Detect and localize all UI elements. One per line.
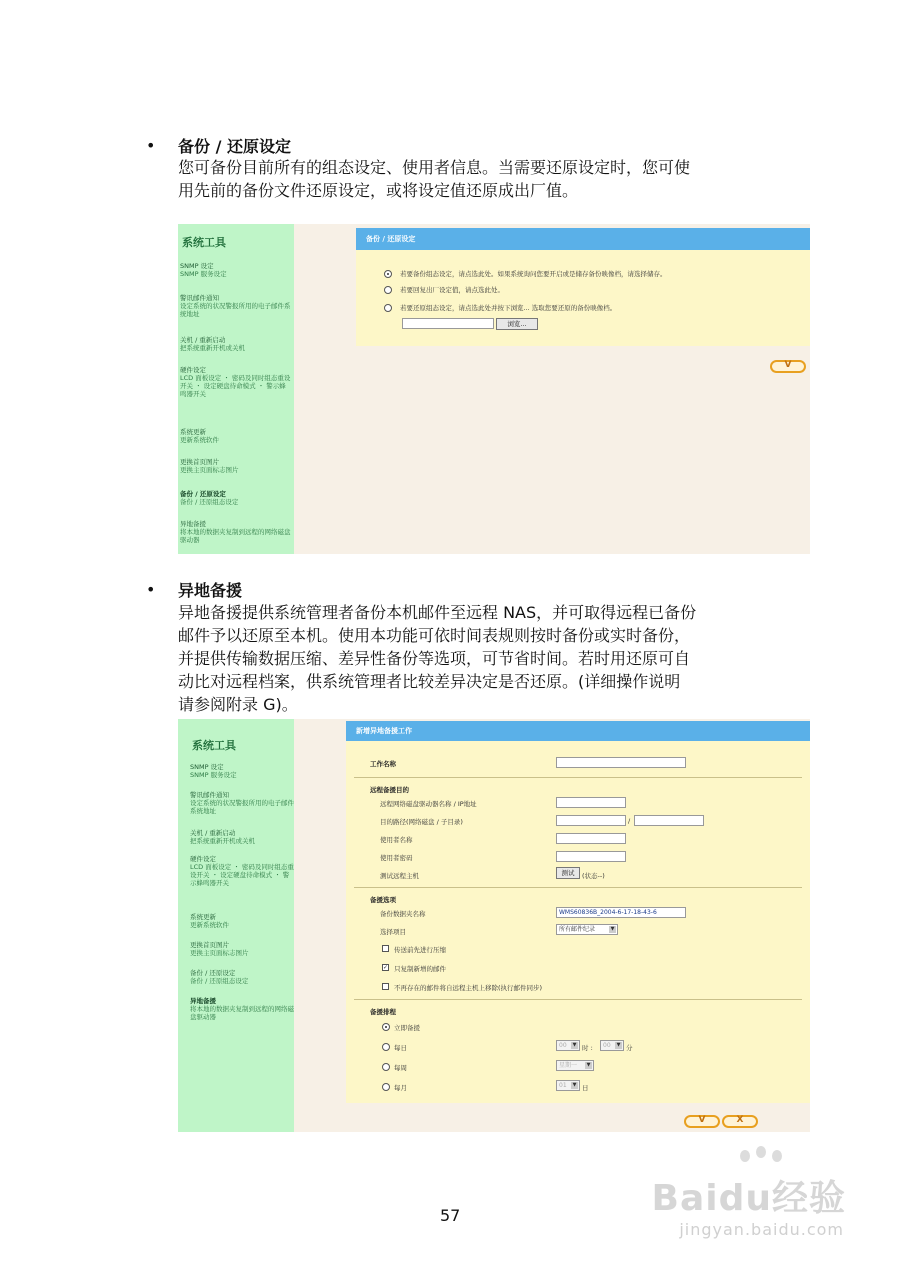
sidebar-item-shutdown[interactable]: 关机 / 重新启动 把系统重新开机或关机 (190, 829, 255, 845)
compress-label: 传送前先进行压缩 (394, 946, 446, 954)
sidebar-item-update[interactable]: 系统更新 更新系统软件 (180, 428, 219, 444)
backup-panel (356, 228, 810, 346)
sidebar-item-hardware[interactable]: 硬件设定 LCD 面板设定 ・ 密码及同时组态重设开关 ・ 设定硬盘待命模式 ・ 警示蜂鸣器开关 (180, 366, 291, 398)
hour-suffix: 时 : (582, 1044, 593, 1052)
path-separator: / (628, 817, 631, 825)
divider (354, 777, 802, 778)
sidebar-item-backup-restore[interactable]: 备份 / 还原设定 备份 / 还原组态设定 (180, 490, 239, 506)
schedule-monthly-label: 每月 (394, 1084, 407, 1092)
backup-option-label: 若要备份组态设定，请点选此处。如果系统询问您要开启或是储存备份映像档，请选择储存。 (400, 270, 667, 278)
watermark-url: jingyan.baidu.com (679, 1220, 844, 1239)
schedule-group-title: 备援排程 (370, 1008, 396, 1016)
test-status: (状态--) (582, 872, 605, 880)
ok-button[interactable] (684, 1115, 720, 1128)
sidebar (178, 719, 294, 1132)
bullet-1: • (146, 136, 156, 155)
paragraph-line: 并提供传输数据压缩、差异性备份等选项，可节省时间。若时用还原可自 (178, 649, 691, 668)
target-share-input[interactable] (556, 815, 626, 826)
backup-radio[interactable] (384, 270, 392, 278)
new-mail-only-checkbox[interactable]: ✓ (383, 964, 389, 971)
close-icon: X (736, 1115, 744, 1125)
bullet-2: • (146, 580, 156, 599)
chevron-down-icon: V (784, 360, 792, 370)
baidu-watermark (646, 1150, 846, 1240)
paragraph-line: 异地备援提供系统管理者备份本机邮件至远程 NAS，并可取得远程已备份 (178, 603, 697, 622)
weekly-day-select[interactable]: 星期一 ▼ (556, 1060, 594, 1071)
chevron-down-icon: ▼ (616, 1042, 621, 1048)
paragraph-line: 用先前的备份文件还原设定，或将设定值还原成出厂值。 (178, 181, 579, 200)
username-label: 使用者名称 (380, 836, 413, 844)
divider (354, 887, 802, 888)
compress-checkbox[interactable] (382, 945, 389, 952)
remote-host-label: 远程网络磁盘驱动器名称 / IP地址 (380, 800, 477, 808)
monthly-day-select[interactable]: 01 ▼ (556, 1080, 580, 1091)
schedule-weekly-label: 每周 (394, 1064, 407, 1072)
test-button[interactable]: 测试 (556, 867, 580, 879)
paragraph-line: 邮件予以还原至本机。使用本功能可依时间表规则按时备份或实时备份， (178, 626, 691, 645)
restore-option-label: 若要还原组态设定，请点选此处并按下浏览... 选取您要还原的备份映像档。 (400, 304, 617, 312)
schedule-daily-label: 每日 (394, 1044, 407, 1052)
backup-restore-screenshot (178, 224, 810, 554)
select-items-label: 选择项目 (380, 928, 406, 936)
chevron-down-icon: ▼ (610, 926, 615, 932)
target-subdir-input[interactable] (634, 815, 704, 826)
sidebar-item-alert-mail[interactable]: 警讯邮件通知 设定系统的状况警报所用的电子邮件系统地址 (190, 791, 294, 815)
sidebar-item-snmp[interactable]: SNMP 设定 SNMP 服务设定 (190, 763, 237, 779)
schedule-now-label: 立即备援 (394, 1024, 420, 1032)
password-input[interactable] (556, 851, 626, 862)
factory-reset-radio[interactable] (384, 286, 392, 294)
paragraph-line: 请参阅附录 G)。 (178, 695, 298, 714)
job-name-input[interactable] (556, 757, 686, 768)
sidebar-item-update[interactable]: 系统更新 更新系统软件 (190, 913, 229, 929)
sidebar-item-logo[interactable]: 更换首页图片 更换主页面标志图片 (180, 458, 239, 474)
select-items-dropdown[interactable]: 所有邮件纪录 ▼ (556, 924, 618, 935)
ok-button[interactable] (770, 360, 806, 373)
job-name-label: 工作名称 (370, 760, 396, 768)
page-number: 57 (440, 1206, 461, 1225)
sidebar-item-remote-backup[interactable]: 异地备援 将本地的数据夹复制到远程的网络磁盘驱动器 (190, 997, 294, 1021)
chevron-down-icon: ▼ (572, 1082, 577, 1088)
sidebar-title: 系统工具 (182, 236, 226, 249)
schedule-now-radio[interactable] (382, 1023, 390, 1031)
sidebar-item-alert-mail[interactable]: 警讯邮件通知 设定系统的状况警报所用的电子邮件系统地址 (180, 294, 291, 318)
backup-name-input[interactable]: WMS60836B_2004-6-17-18-43-6 (556, 907, 686, 918)
chevron-down-icon: V (698, 1115, 706, 1125)
daily-minute-select[interactable]: 00 ▼ (600, 1040, 624, 1051)
schedule-monthly-radio[interactable] (382, 1083, 390, 1091)
sync-delete-label: 不再存在的邮件将自远程主机上移除(执行邮件同步) (394, 984, 543, 992)
paragraph-line: 动比对远程档案，供系统管理者比较差异决定是否还原。(详细操作说明 (178, 672, 681, 691)
backup-name-label: 备份数据夹名称 (380, 910, 426, 918)
remote-backup-screenshot (178, 719, 810, 1132)
factory-option-label: 若要回复出厂设定值，请点选此处。 (400, 286, 504, 294)
restore-radio[interactable] (384, 304, 392, 312)
target-path-label: 目的路径(网络磁盘 / 子目录) (380, 818, 463, 826)
file-path-input[interactable] (402, 318, 494, 329)
panel-title: 新增异地备援工作 (346, 721, 810, 741)
panel-title: 备份 / 还原设定 (356, 228, 810, 250)
sidebar-item-backup-restore[interactable]: 备份 / 还原设定 备份 / 还原组态设定 (190, 969, 249, 985)
username-input[interactable] (556, 833, 626, 844)
sidebar-item-remote-backup[interactable]: 异地备援 将本地的数据夹复制到远程的网络磁盘驱动器 (180, 520, 291, 544)
remote-host-input[interactable] (556, 797, 626, 808)
sidebar-item-snmp[interactable]: SNMP 设定 SNMP 服务设定 (180, 262, 227, 278)
chevron-down-icon: ▼ (572, 1042, 577, 1048)
section-heading-backup: 备份 / 还原设定 (178, 137, 291, 156)
test-host-label: 测试远程主机 (380, 872, 419, 880)
browse-button[interactable]: 浏览... (496, 318, 538, 330)
sidebar (178, 224, 294, 554)
watermark-logo: Baidu经验 (651, 1178, 846, 1219)
section-paragraph-backup (178, 156, 788, 202)
remote-backup-panel (346, 721, 810, 1103)
chevron-down-icon: ▼ (586, 1062, 591, 1068)
sidebar-item-logo[interactable]: 更换首页图片 更换主页面标志图片 (190, 941, 249, 957)
password-label: 使用者密码 (380, 854, 413, 862)
cancel-button[interactable] (722, 1115, 758, 1128)
minute-suffix: 分 (626, 1044, 633, 1052)
new-mail-only-label: 只复制新增的邮件 (394, 965, 446, 973)
section-heading-remote-backup: 异地备援 (178, 581, 243, 600)
paragraph-line: 您可备份目前所有的组态设定、使用者信息。当需要还原设定时，您可使 (178, 158, 691, 177)
section-paragraph-remote-backup (178, 601, 788, 716)
daily-hour-select[interactable]: 00 ▼ (556, 1040, 580, 1051)
schedule-weekly-radio[interactable] (382, 1063, 390, 1071)
divider (354, 999, 802, 1000)
sidebar-item-shutdown[interactable]: 关机 / 重新启动 把系统重新开机或关机 (180, 336, 245, 352)
sync-delete-checkbox[interactable] (382, 983, 389, 990)
remote-group-title: 远程备援目的 (370, 786, 409, 794)
sidebar-title: 系统工具 (192, 739, 236, 752)
backup-group-title: 备援选项 (370, 896, 396, 904)
schedule-daily-radio[interactable] (382, 1043, 390, 1051)
sidebar-item-hardware[interactable]: 硬件设定 LCD 面板设定 ・ 密码及同时组态重设开关 ・ 设定硬盘待命模式 ・ 警示蜂鸣器开关 (190, 855, 294, 887)
day-suffix: 日 (582, 1084, 589, 1092)
